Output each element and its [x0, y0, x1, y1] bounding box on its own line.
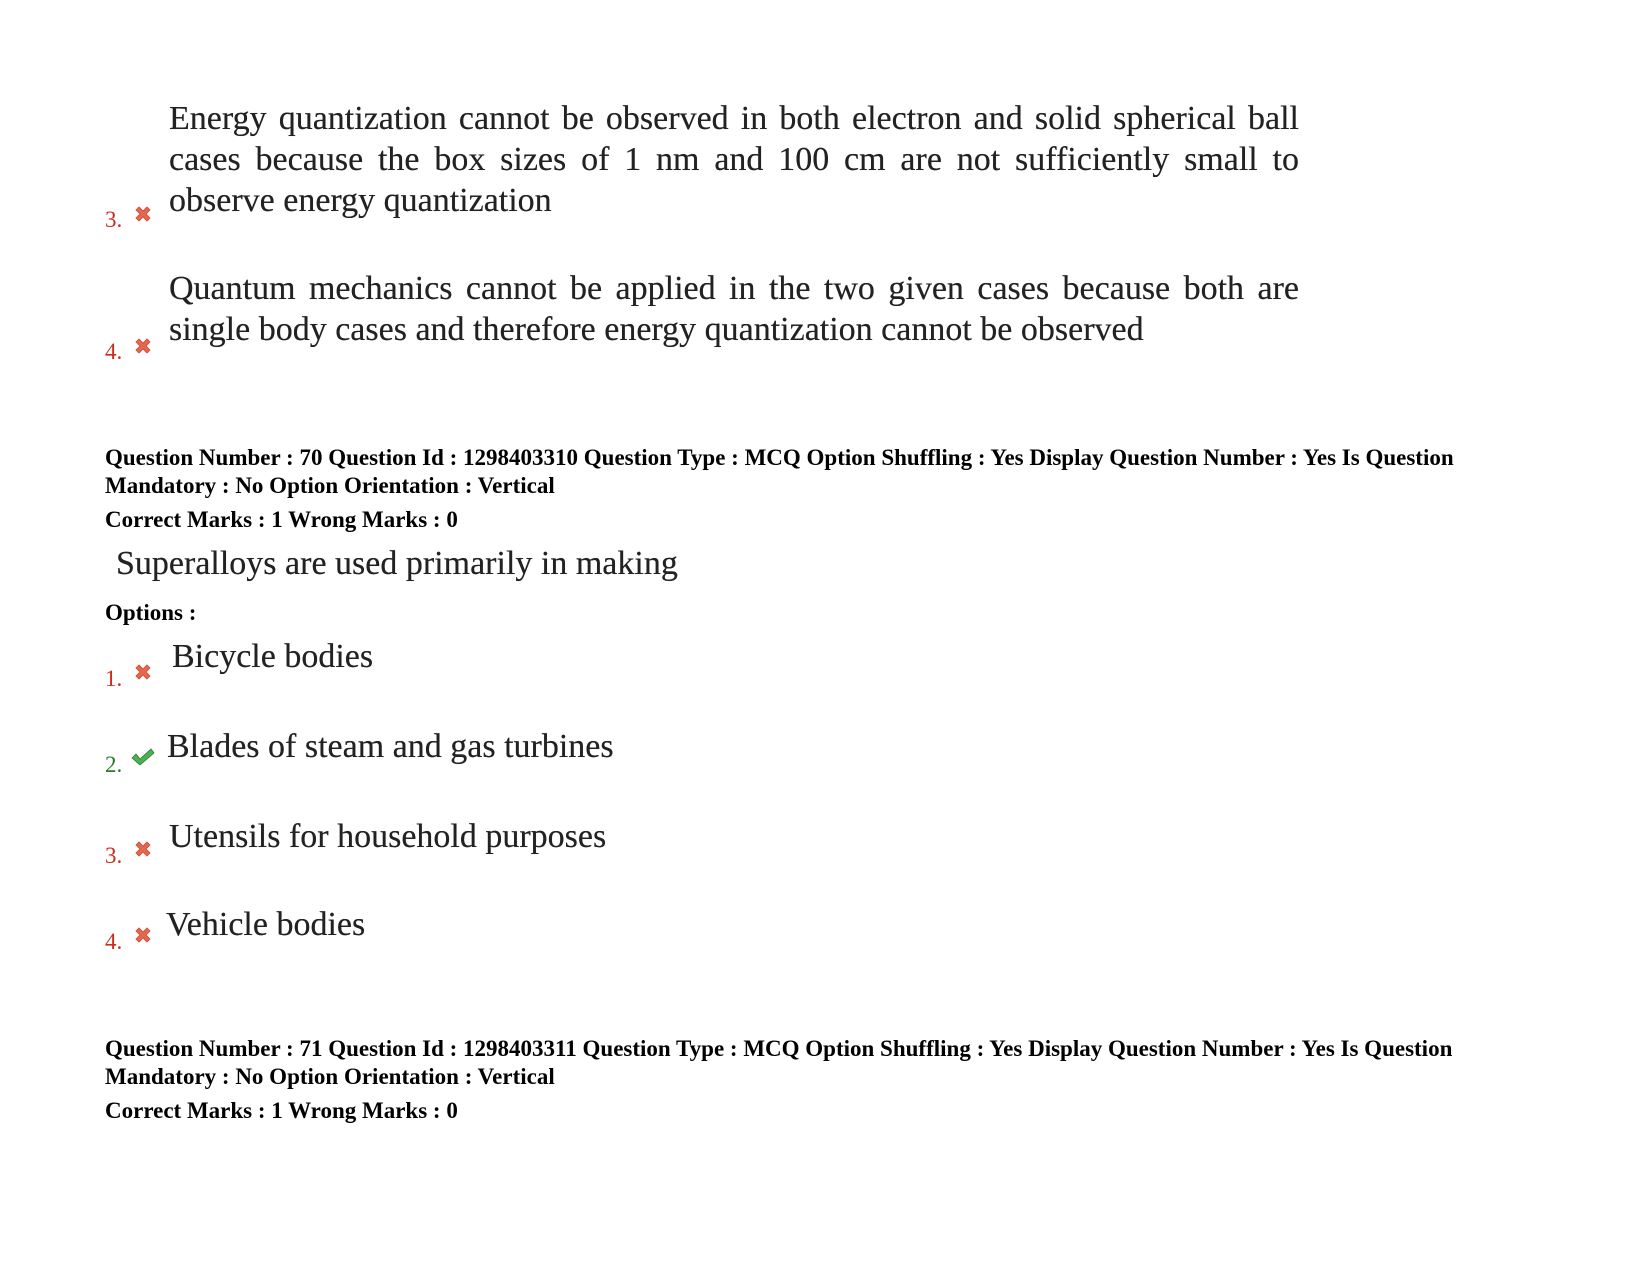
cross-icon: [132, 661, 154, 683]
question-text: Superalloys are used primarily in making: [116, 545, 678, 582]
option-text: Bicycle bodies: [172, 638, 374, 675]
question-meta: Question Number : 71 Question Id : 1298403311 Question Type : MCQ Option Shuffling : Yes Display Question Number : Yes Is Question Mandatory : No Option Orientation : Vertical: [105, 1036, 1453, 1089]
option-number: 2.: [105, 752, 123, 777]
option-text: Quantum mechanics cannot be applied in the two given cases because both are single body cases and therefore energy quantization cannot be observed: [169, 270, 1299, 348]
option-number: 1.: [105, 666, 123, 691]
option-text: Energy quantization cannot be observed in both electron and solid spherical ball cases because the box sizes of 1 nm and 100 cm are not sufficiently small to observe energy quantization: [169, 100, 1299, 219]
cross-icon: [132, 838, 154, 860]
option-number: 3.: [105, 843, 123, 868]
question-meta: Question Number : 70 Question Id : 1298403310 Question Type : MCQ Option Shuffling : Yes Display Question Number : Yes Is Question Mandatory : No Option Orientation : Vertical: [105, 445, 1454, 498]
option-number: 4.: [105, 339, 123, 364]
option-text: Blades of steam and gas turbines: [167, 728, 614, 765]
question-marks: Correct Marks : 1 Wrong Marks : 0: [105, 507, 458, 532]
option-text: Utensils for household purposes: [169, 818, 607, 855]
options-label: Options :: [105, 600, 197, 625]
cross-icon: [132, 203, 154, 225]
option-text: Vehicle bodies: [166, 906, 366, 943]
check-icon: [130, 746, 156, 768]
cross-icon: [132, 335, 154, 357]
question-marks: Correct Marks : 1 Wrong Marks : 0: [105, 1098, 458, 1123]
cross-icon: [132, 924, 154, 946]
option-number: 3.: [105, 207, 123, 232]
option-number: 4.: [105, 929, 123, 954]
